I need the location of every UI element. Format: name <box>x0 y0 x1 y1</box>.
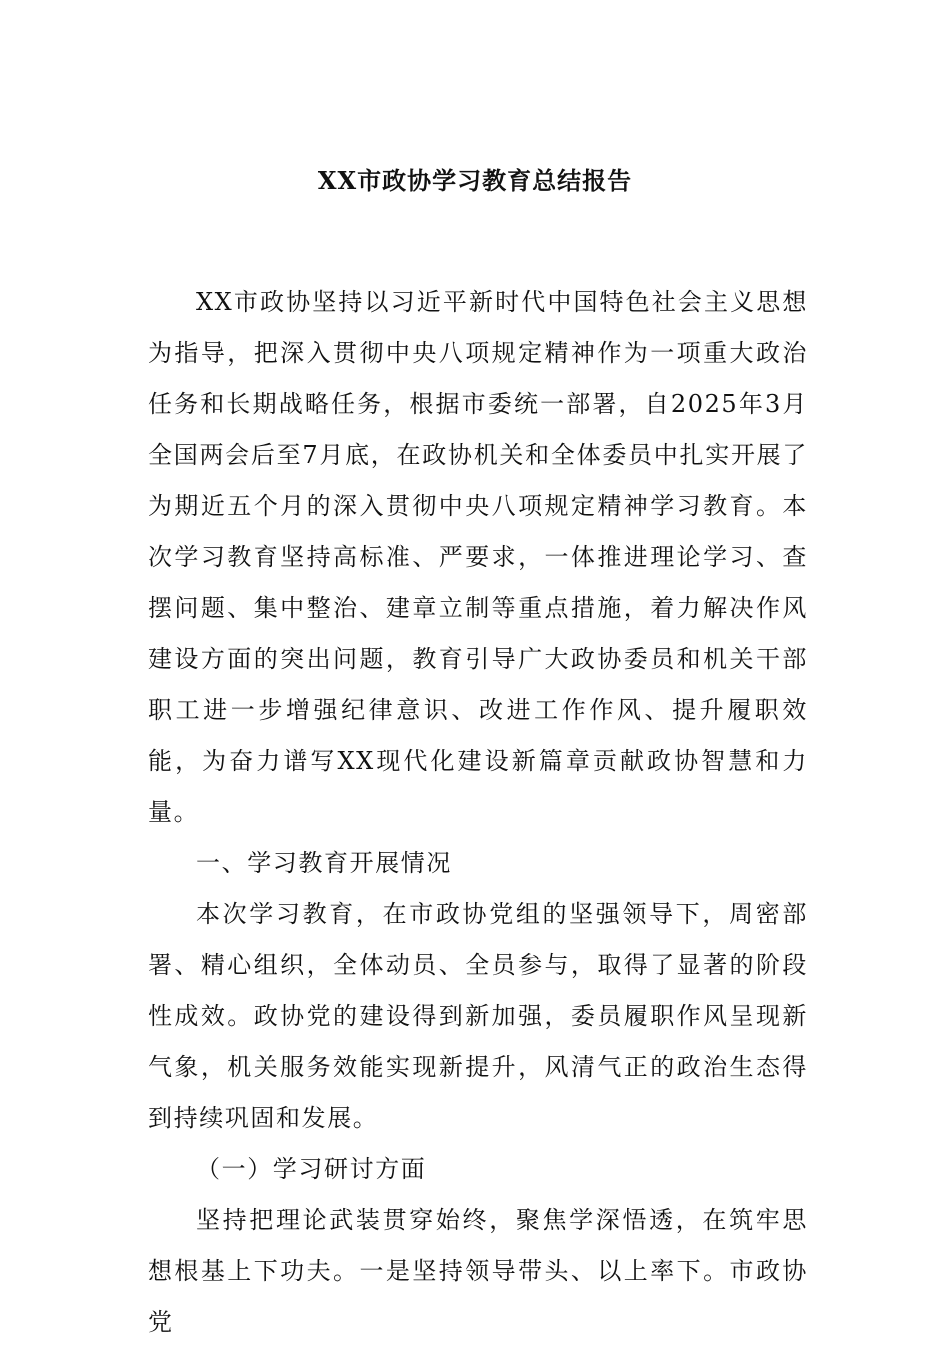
section-1-paragraph: 本次学习教育，在市政协党组的坚强领导下，周密部署、精心组织，全体动员、全员参与，取得了显著的阶段性成效。政协党的建设得到新加强，委员履职作风呈现新气象，机关服务效能实现新提升，风清气正的政治生态得到持续巩固和发展。 <box>148 900 808 1132</box>
subsection-heading-1: （一）学习研讨方面 <box>196 1155 427 1183</box>
subsection-1-paragraph: 坚持把理论武装贯穿始终，聚焦学深悟透，在筑牢思想根基上下功夫。一是坚持领导带头、以上率下。市政协党 <box>148 1206 808 1336</box>
document-body <box>148 277 808 1348</box>
document-title: XX市政协学习教育总结报告 <box>317 166 633 195</box>
section-heading-1: 一、学习教育开展情况 <box>196 849 452 877</box>
intro-paragraph: XX市政协坚持以习近平新时代中国特色社会主义思想为指导，把深入贯彻中央八项规定精神作为一项重大政治任务和长期战略任务，根据市委统一部署，自2025年3月全国两会后至7月底，在政协机关和全体委员中扎实开展了为期近五个月的深入贯彻中央八项规定精神学习教育。本次学习教育坚持高标准、严要求，一体推进理论学习、查摆问题、集中整治、建章立制等重点措施，着力解决作风建设方面的突出问题，教育引导广大政协委员和机关干部职工进一步增强纪律意识、改进工作作风、提升履职效能，为奋力谱写XX现代化建设新篇章贡献政协智慧和力量。 <box>148 288 808 826</box>
